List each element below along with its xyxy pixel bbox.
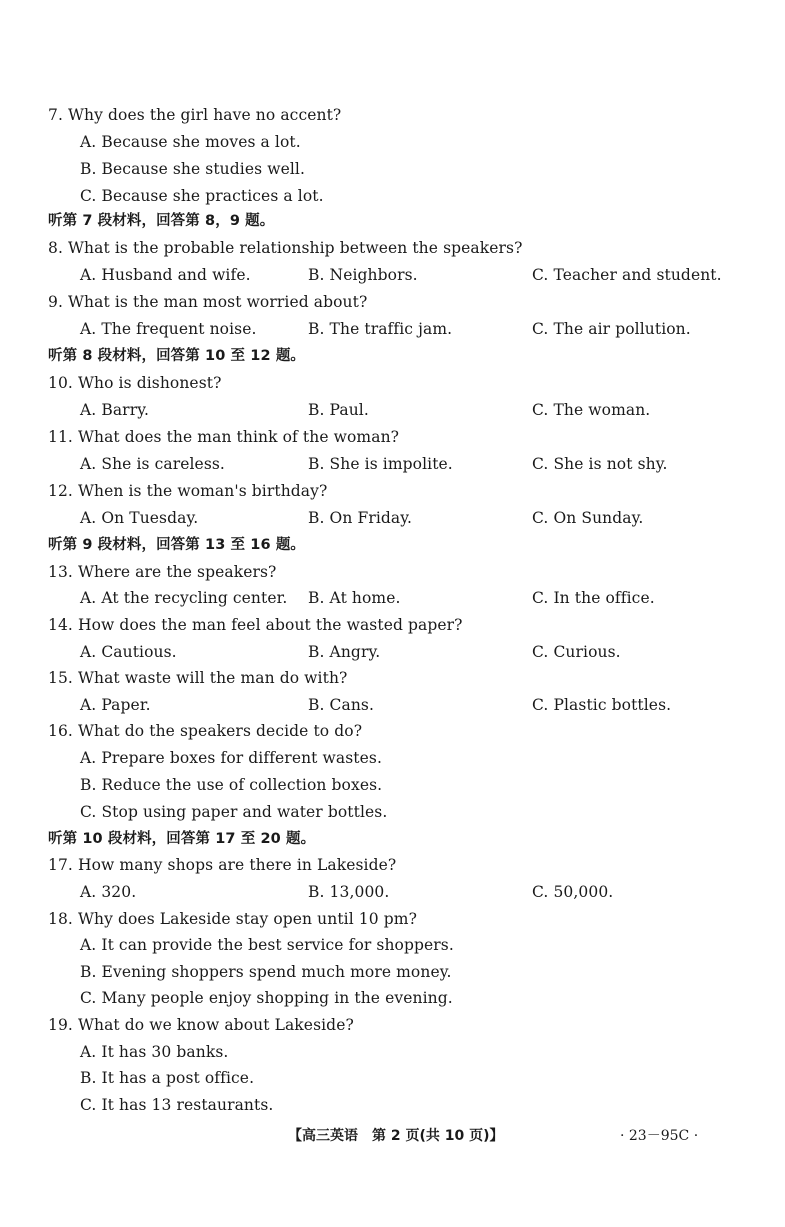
question-11-stem: 11. What does the man think of the woman? bbox=[48, 428, 400, 446]
question-12-option-a: A. On Tuesday. bbox=[80, 509, 199, 527]
question-7-stem: 7. Why does the girl have no accent? bbox=[48, 106, 342, 124]
section-8-instruction: 听第 8 段材料，回答第 10 至 12 题。 bbox=[48, 348, 306, 364]
question-12-option-c: C. On Sunday. bbox=[532, 509, 644, 527]
question-11-option-b: B. She is impolite. bbox=[308, 455, 453, 473]
question-17-option-a: A. 320. bbox=[80, 883, 137, 901]
section-9-instruction: 听第 9 段材料，回答第 13 至 16 题。 bbox=[48, 537, 306, 553]
question-18-option-c: C. Many people enjoy shopping in the evening. bbox=[80, 989, 453, 1007]
question-14-option-c: C. Curious. bbox=[532, 643, 621, 661]
section-10-instruction: 听第 10 段材料，回答第 17 至 20 题。 bbox=[48, 831, 316, 847]
question-14-stem: 14. How does the man feel about the wasted paper? bbox=[48, 616, 463, 634]
question-13-option-b: B. At home. bbox=[308, 589, 401, 607]
question-14-option-b: B. Angry. bbox=[308, 643, 381, 661]
question-9-option-c: C. The air pollution. bbox=[532, 320, 691, 338]
question-13-option-a: A. At the recycling center. bbox=[80, 589, 288, 607]
question-9-option-a: A. The frequent noise. bbox=[80, 320, 257, 338]
question-10-option-a: A. Barry. bbox=[80, 401, 150, 419]
question-19-option-a: A. It has 30 banks. bbox=[80, 1043, 229, 1061]
question-11-option-c: C. She is not shy. bbox=[532, 455, 668, 473]
section-7-instruction: 听第 7 段材料，回答第 8，9 题。 bbox=[48, 213, 275, 229]
question-16-stem: 16. What do the speakers decide to do? bbox=[48, 722, 363, 740]
question-7-option-c: C. Because she practices a lot. bbox=[80, 187, 324, 205]
page-footer-title: 【高三英语 第 2 页(共 10 页)】 bbox=[288, 1128, 504, 1144]
question-16-option-c: C. Stop using paper and water bottles. bbox=[80, 803, 388, 821]
question-8-option-b: B. Neighbors. bbox=[308, 266, 418, 284]
question-16-option-b: B. Reduce the use of collection boxes. bbox=[80, 776, 383, 794]
question-13-stem: 13. Where are the speakers? bbox=[48, 563, 277, 581]
question-16-option-a: A. Prepare boxes for different wastes. bbox=[80, 749, 382, 767]
question-19-option-b: B. It has a post office. bbox=[80, 1069, 255, 1087]
question-9-stem: 9. What is the man most worried about? bbox=[48, 293, 368, 311]
question-17-option-c: C. 50,000. bbox=[532, 883, 614, 901]
question-7-option-a: A. Because she moves a lot. bbox=[80, 133, 301, 151]
question-8-option-a: A. Husband and wife. bbox=[80, 266, 251, 284]
question-15-stem: 15. What waste will the man do with? bbox=[48, 669, 348, 687]
question-9-option-b: B. The traffic jam. bbox=[308, 320, 453, 338]
question-10-option-b: B. Paul. bbox=[308, 401, 369, 419]
question-10-option-c: C. The woman. bbox=[532, 401, 651, 419]
question-17-option-b: B. 13,000. bbox=[308, 883, 390, 901]
question-18-option-b: B. Evening shoppers spend much more money. bbox=[80, 963, 452, 981]
question-15-option-c: C. Plastic bottles. bbox=[532, 696, 672, 714]
question-11-option-a: A. She is careless. bbox=[80, 455, 225, 473]
question-15-option-a: A. Paper. bbox=[80, 696, 151, 714]
question-13-option-c: C. In the office. bbox=[532, 589, 655, 607]
question-8-option-c: C. Teacher and student. bbox=[532, 266, 722, 284]
question-8-stem: 8. What is the probable relationship between the speakers? bbox=[48, 239, 523, 257]
question-7-option-b: B. Because she studies well. bbox=[80, 160, 305, 178]
page-footer-code: · 23－95C · bbox=[620, 1128, 699, 1144]
question-19-option-c: C. It has 13 restaurants. bbox=[80, 1096, 274, 1114]
question-17-stem: 17. How many shops are there in Lakeside? bbox=[48, 856, 397, 874]
question-14-option-a: A. Cautious. bbox=[80, 643, 177, 661]
question-10-stem: 10. Who is dishonest? bbox=[48, 374, 222, 392]
question-15-option-b: B. Cans. bbox=[308, 696, 375, 714]
question-18-stem: 18. Why does Lakeside stay open until 10 pm? bbox=[48, 910, 417, 928]
question-18-option-a: A. It can provide the best service for shoppers. bbox=[80, 936, 454, 954]
question-12-stem: 12. When is the woman's birthday? bbox=[48, 482, 328, 500]
question-19-stem: 19. What do we know about Lakeside? bbox=[48, 1016, 354, 1034]
question-12-option-b: B. On Friday. bbox=[308, 509, 413, 527]
